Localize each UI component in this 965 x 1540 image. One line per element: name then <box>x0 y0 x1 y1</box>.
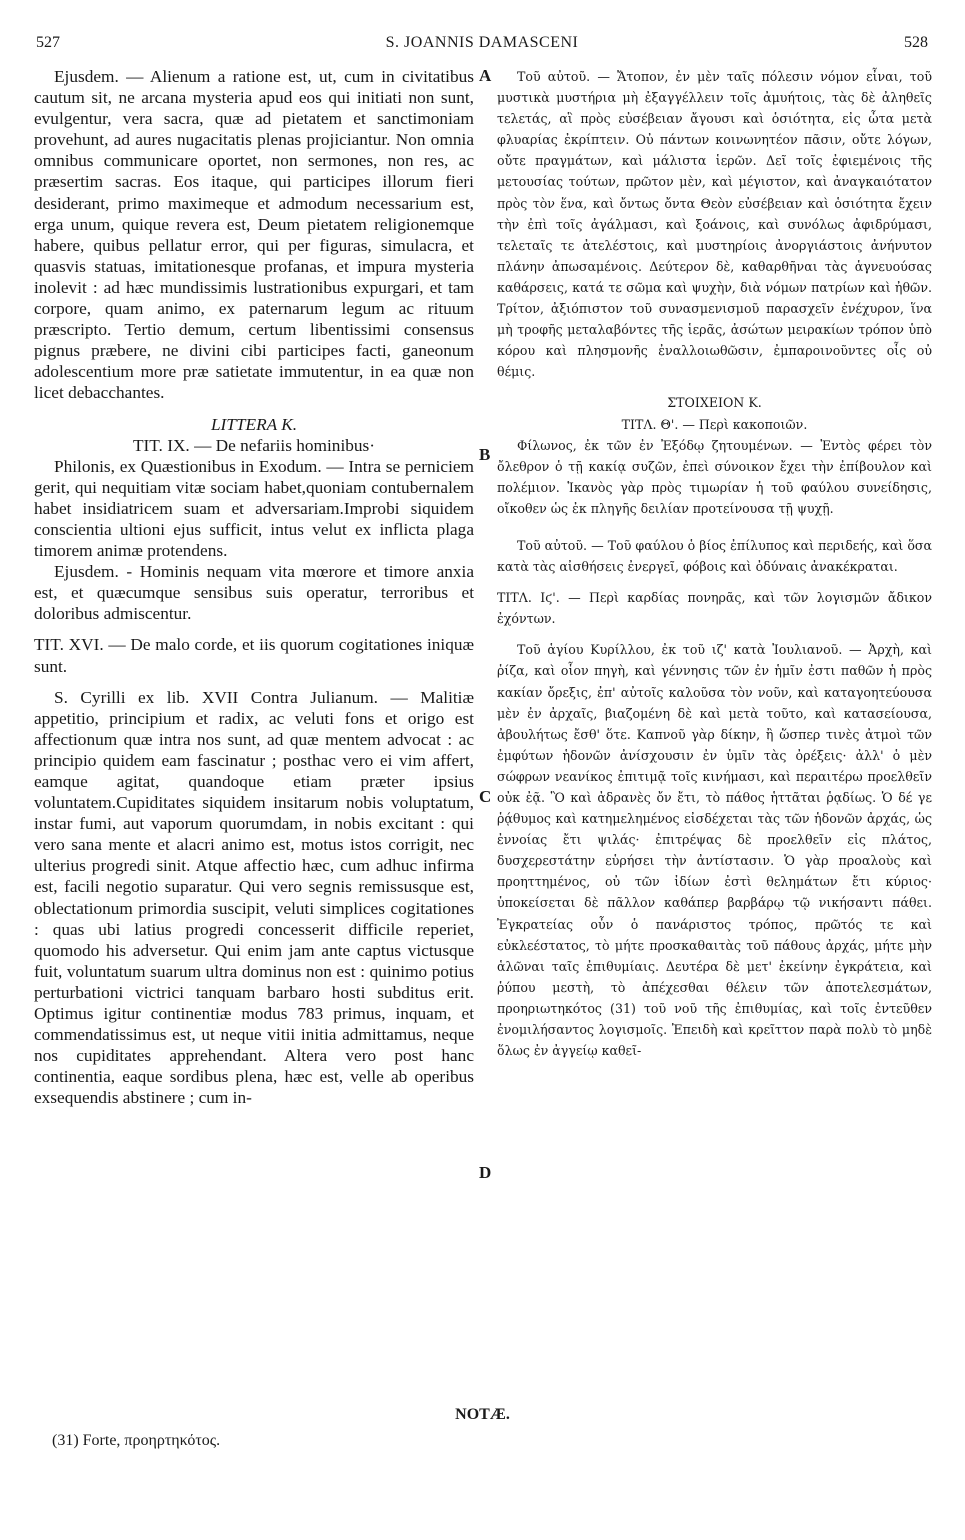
page-number-right: 528 <box>904 34 928 51</box>
latin-title-xvi: TIT. XVI. — De malo corde, et iis quorum cogitationes iniquæ sunt. <box>34 635 474 676</box>
latin-paragraph-ejusdem: Ejusdem. — Alienum a ratione est, ut, cum in civitatibus cautum sit, ne arcana mysteria apud eos qui initiati non sunt, evulgentur, vera sacra, quæ ad pietatem et sanctimoniam provehunt, ad aures nugacitatis plenas projiciantur. Non omnia omnibus communicare oportet, non sermones, non res, ac præsertim sacras. Eos itaque, qui participes illorum fieri desiderant, primo maximeque et admodum necessarium est, erga unum, quique revera est, Deum pietatem religionemque habere, quibus pellatur error, qui per figuras, simulacra, et quasvis statuas, imitationesque profanas, et impura mysteria inolevit : ad hæc mundissimis lustrationibus expurgari, et tam corpore, quam animo, ex paternarum legum ac rituum præscripto. Tertio demum, certum libentissimi consensus pignus præbere, ne divini cibi participes facti, ganeonum adolescentium more præ satietate immutentur, in ea quæ non licet debacchantes. <box>34 67 474 403</box>
footnote: (31) Forte, προηρτηκότος. <box>52 1432 221 1449</box>
greek-paragraph-tou-autou-2: Τοῦ αὐτοῦ. — Τοῦ φαύλου ὁ βίος ἐπίλυπος καὶ περιδεής, καὶ ὅσα κατὰ τὰς αἰσθήσεις ἐνεργεῖ, φόβοις καὶ ὀδύναις ἀνακέκραται. <box>497 537 932 575</box>
latin-paragraph-cyril: S. Cyrilli ex lib. XVII Contra Julianum. — Malitiæ appetitio, principium et radix, ac veluti fons et origo est affectionum quæ intra nos sunt, ad quæ mentem advocat : ac principio quidem eam fascinatur ; posthac vero ei vim affert, eamque agitat, quandoque etiam præter ipsius voluntatem.Cupiditates siquidem insitarum nobis voluptatum, instar fumi, aut vaporum quorumdam, in nobis excitant : qui vero sana mente et alacri animo est, motus istos corrigit, nec ulterius progredi sinit. Atque affectio hæc, cum adhuc infirma est, facili negotio suparatur. Qui vero segnis remissusque est, oblectationum primordia suscipit, veluti simplices cogitationes : quas ubi latius progredi concesserit difficile reperiet, quomodo his adversetur. Qui enim jam ante captus victusque fuit, voluntatum suarum ultra dominus non est : quinimo potius perturbationi victrici tanquam barbaro hosti subditus erit. Optimus igitur continentiæ modus 783 primus, inquam, et commendatissimus est, ut neque vitii initia admittamus, neque nos cupiditates apprehendant. Altera vero post hanc continentia, eaque sordibus plena, hæc est, velle ab operibus exsequendis abstinere ; cum in- <box>34 687 474 1108</box>
page-header <box>36 34 928 56</box>
margin-marker-b: B <box>479 445 491 464</box>
margin-marker-d: D <box>479 1163 492 1182</box>
page-number-left: 527 <box>36 34 60 51</box>
latin-column <box>34 66 474 1386</box>
latin-paragraph-ejusdem-2: Ejusdem. - Hominis nequam vita mœrore et timore anxia est, et quæcumque sensibus suis operatur, terroribus et doloribus admiscentur. <box>34 562 474 624</box>
greek-paragraph-tou-autou: Τοῦ αὐτοῦ. — Ἄτοπον, ἐν μὲν ταῖς πόλεσιν νόμον εἶναι, τοῦ μυστικὰ μυστήρια μὴ ἐξαγγέλλειν τοῖς ἀμυήτοις, τὰς δὲ ἀληθεῖς τελετάς, αἳ πρὸς εὐσέβειαν ἄγουσι καὶ ὁσιότητα, εἰς ὦτα μετὰ φλυαρίας ἐκρίπτειν. Οὐ πάντων κοινωνητέον πᾶσιν, οὔτε λόγων, οὔτε πραγμάτων, καὶ μάλιστα ἱερῶν. Δεῖ τοῖς ἐφιεμένοις τῆς μετουσίας τούτων, πρῶτον μὲν, καὶ μέγιστον, καὶ ἀναγκαιότατον πρὸς τὸν ἕνα, καὶ ὄντως ὄντα Θεὸν εὐσέβειαν καὶ ὁσιότητα ἔχειν τὴν ἐπὶ τοῖς ἀγάλμασι, καὶ ξοάνοις, καὶ συνόλως ἀφιδρύμασι, τελεταῖς τε ἀτελέστοις, καὶ μυστηρίοις ἀνοργιάστοις ἀνήνυτον πλάνην ἀπωσαμένοις. Δεύτερον δὲ, καθαρθῆναι τὰς ἁγνευούσας καθάρσεις, κατά τε σῶμα καὶ ψυχὴν, διὰ νόμων πατρίων καὶ ἠθῶν. Τρίτον, ἀξιόπιστον τοῦ συνασμενισμοῦ παρασχεῖν ἐνέχυρον, ἵνα μὴ τροφῆς μεταλαβόντες τῆς ἱερᾶς, ἀσώτων μειρακίων τρόπον ὑπὸ κόρου καὶ πλησμονῆς ἐναλλοιωθῶσιν, ἐμπαροινοῦντες οἷς οὐ θέμις. <box>497 69 932 380</box>
latin-section-heading: LITTERA K. <box>210 414 298 434</box>
greek-title-16: ΤΙΤΛ. Ιϛ'. — Περὶ καρδίας πονηρᾶς, καὶ τῶν λογισμῶν ἄδικον ἐχόντων. <box>497 590 932 627</box>
greek-column <box>497 66 932 1386</box>
margin-marker-a: A <box>479 66 492 85</box>
latin-title-ix: TIT. IX. — De nefariis hominibus· <box>132 435 376 455</box>
greek-paragraph-cyril: Τοῦ ἁγίου Κυρίλλου, ἐκ τοῦ ιζ' κατὰ Ἰουλιανοῦ. — Ἀρχὴ, καὶ ῥίζα, καὶ οἷον πηγὴ, καὶ γέννησις τῶν ἐν ἡμῖν ἐστι παθῶν ἡ πρὸς κακίαν ὄρεξις, ἐπ' αὐτοῖς καλοῦσα τὸν νοῦν, καὶ καταγοητεύουσα μὲν ἐν ἀρχαῖς, βιαζομένη δὲ καὶ μετὰ τοῦτο, καὶ κατασείουσα, ἀβουλήτως ἔσθ' ὅτε. Καπνοῦ γὰρ δίκην, ἢ ὥσπερ τινὲς ἀτμοὶ τῶν ἐμφύτων ἡδονῶν ἀνίσχουσιν ἐν ὑμῖν τὰς ὀρέξεις· ἀλλ' ὁ μὲν σώφρων νεανίκος ἐπιτιμᾷ τοῖς κινήμασι, καὶ περαιτέρω προελθεῖν οὐκ ἐᾷ. Ὃ καὶ ἀδρανὲς ὄν ἔτι, τὸ πάθος ἡττᾶται ῥᾳδίως. Ὁ δέ γε ῥᾴθυμος καὶ κατημελημένος εἰσδέχεται τὰς τῶν ἡδονῶν ἀρχάς, ὡς ἐννοίας ἔτι ψιλάς· ἐπιτρέψας δὲ προελθεῖν εἰς πλάτος, δυσχερεστάτην εὑρήσει τὴν ἀντίστασιν. Ὁ γὰρ προαλοὺς καὶ προηττημένος, οὐ τῶν ἰδίων ἐστὶ θελημάτων ἔτι κύριος· ὑποκείσεται δὲ πᾶλλον καθάπερ βαρβάρῳ τῷ νικήσαντι πάθει. Ἐγκρατείας οὖν ὁ πανάριστος τρόπος, πρῶτός τε καὶ εὐκλεέστατος, τὸ μήτε προσκαθαιτὰς τοῦ πάθους ἀρχάς, μήτε μὴν ἁλῶναι ταῖς ἐπιθυμίαις. Δευτέρα δὲ μετ' ἐκείνην ἐγκράτεια, καὶ ῥύπου μεστὴ, τὸ ἀπέχεσθαι θέλειν τῶν ἀποτελεσμάτων, προηριωτηκότος (31) τοῦ νοῦ τῆς ἐπιθυμίας, καὶ τοῖς ἐντεῦθεν ἐνομιλήσαντος λογισμοῖς. Ἐπειδὴ καὶ κρεῖττον παρὰ πολὺ τὸ μηδὲ ὅλως ἐν ἀγγείῳ καθεῖ- <box>497 642 932 1059</box>
running-title: S. JOANNIS DAMASCENI <box>385 34 579 51</box>
notes-heading: NOTÆ. <box>455 1406 510 1423</box>
margin-marker-c: C <box>479 787 492 806</box>
greek-paragraph-philo: Φίλωνος, ἐκ τῶν ἐν Ἐξόδῳ ζητουμένων. — Ἐντὸς φέρει τὸν ὄλεθρον ὁ τῇ κακίᾳ συζῶν, ἐπεὶ σύνοικον ἔχει τὴν ἐπίβουλον καὶ πολέμιον. Ἱκανὸς γὰρ πρὸς τιμωρίαν ἡ τοῦ φαύλου συνείδησις, οἴκοθεν ὡς ἐκ πληγῆς δειλίαν προτείνουσα τῇ ψυχῇ. <box>497 437 932 516</box>
greek-title-theta: ΤΙΤΛ. Θ'. — Περὶ κακοποιῶν. <box>621 416 808 432</box>
greek-section-heading: ΣΤΟΙΧΕΙΟΝ Κ. <box>667 395 762 411</box>
latin-paragraph-philo: Philonis, ex Quæstionibus in Exodum. — Intra se perniciem gerit, qui nequitiam vitæ sociam habet,quoniam contubernalem habet insidiatricem suam et adversariam.Improbi siquidem conscientia ultioni ejus sufficit, intus velut ex inflicta plaga timorem animæ protendens. <box>34 456 474 561</box>
